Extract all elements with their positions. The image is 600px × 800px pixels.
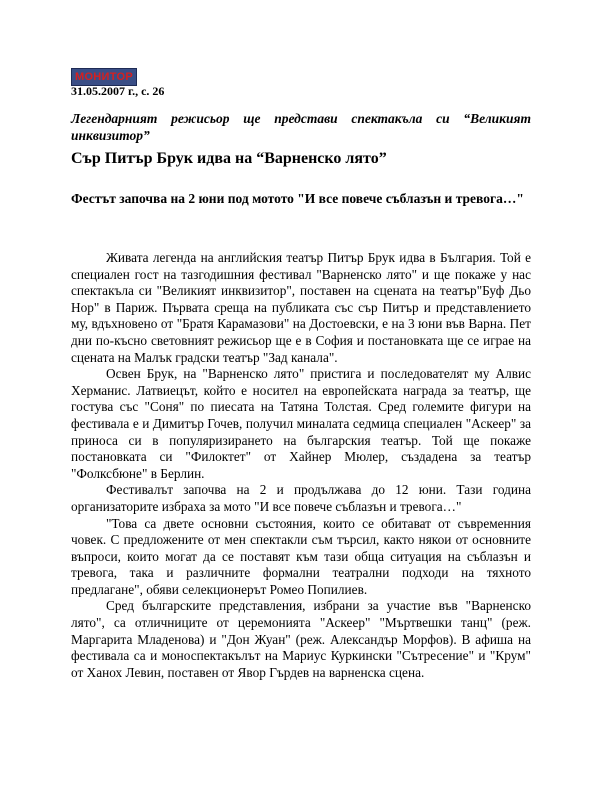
paragraph: "Това са двете основни състояния, които се обитават от съвременния човек. С предложените от мен спектакли съм търсил, както някои от основните въпроси, които могат да се поставят към тази обща ситуация на съблазън и тревога, така и различните формални театрални подходи на тяхното предлагане", обяви селекционерът Ромео Попилиев. [71, 515, 531, 597]
article-title: Сър Питър Брук идва на “Варненско лято” [71, 150, 387, 167]
paragraph: Освен Брук, на "Варненско лято" пристига и последователят му Алвис Херманис. Латвиецът, който е носител на европейската награда за театър, ще гостува със "Соня" по пиесата на Татяна Толстая. Сред големите фигури на фестивала е и Димитър Гочев, получил миналата седмица специален "Аскеер" за приноса си в популяризирането на българския театър. Той ще покаже постановката си "Филоктет" от Хайнер Мюлер, създадена за театър "Фолксбюне" в Берлин. [71, 366, 531, 481]
logo-text: МОНИТОР [74, 71, 133, 83]
paragraph: Сред българските представления, избрани за участие във "Варненско лято", са отличниците от церемонията "Аскеер" "Мъртвешки танц" (реж. Маргарита Младенова) и "Дон Жуан" (реж. Александър Морфов). В афиша на фестивала са и моноспектакълът на Мариус Куркински "Сътресение" и "Крум" от Ханох Левин, поставен от Явор Гърдев на варненска сцена. [71, 598, 531, 680]
article-subtitle: Фестът започва на 2 юни под мотото "И все повече съблазън и тревога…" [71, 191, 524, 206]
article-body [71, 250, 531, 681]
paragraph: Живата легенда на английския театър Питър Брук идва в България. Той е специален гост на тазгодишния фестивал "Варненско лято" и ще покаже у нас спектакъла си "Великият инквизитор", поставен на сцената на театър"Буф Дьо Нор" в Париж. Първата среща на публиката със сър Питър и представлението му, вдъхновено от "Братя Карамазови" на Достоевски, е на 3 юни във Варна. Пет дни по-късно световният режисьор ще е в София и постановката ще се играе на сцената на Малък градски театър "Зад канала". [71, 250, 531, 365]
publication-date-page: 31.05.2007 г., с. 26 [71, 84, 165, 98]
paragraph: Фестивалът започва на 2 и продължава до 12 юни. Тази година организаторите избраха за мото "И все повече съблазън и тревога…" [71, 482, 531, 514]
lead-text: Легендарният режисьор ще представи спектакъла си “Великият инквизитор” [71, 111, 531, 143]
